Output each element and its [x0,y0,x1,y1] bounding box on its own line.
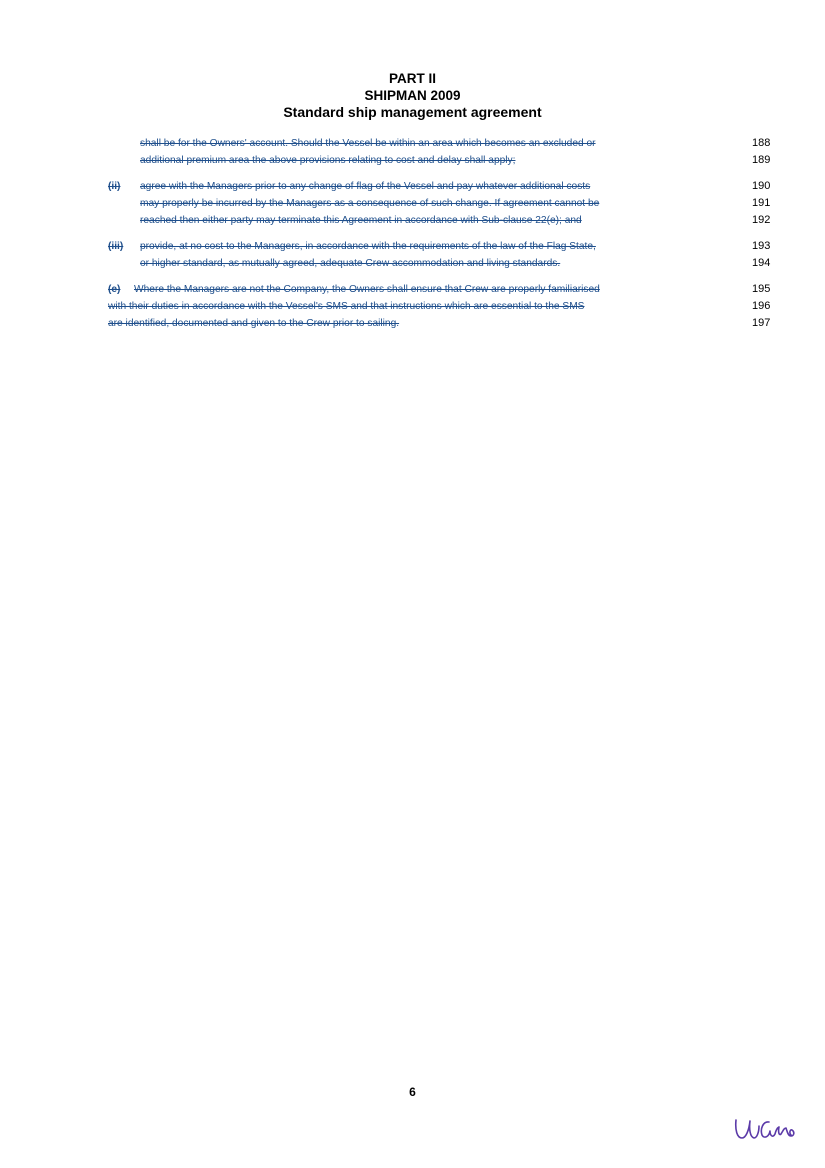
line-number: 188 [752,137,771,149]
sub-clause-label: (iii) [108,241,124,252]
clause-line-194 [140,257,560,270]
clause-line-192 [140,214,582,227]
clause-text: reached then either party may terminate this Agreement in accordance with Sub-clause 22(e); and [140,215,582,226]
page-number: 6 [409,1085,416,1099]
sub-clause-label: (ii) [108,181,121,192]
clause-line-189 [140,154,515,167]
clause-line-197 [108,317,399,330]
clause-text: provide, at no cost to the Managers, in accordance with the requirements of the law of the Flag State, [140,241,596,252]
line-number: 194 [752,257,771,269]
part-heading: PART II [389,71,436,86]
clause-text: with their duties in accordance with the Vessel's SMS and that instructions which are essential to the SMS [108,301,585,312]
form-name-heading: SHIPMAN 2009 [364,88,461,103]
line-number: 197 [752,317,771,329]
document-header [0,70,825,121]
line-number: 196 [752,300,771,312]
line-number: 195 [752,283,771,295]
line-number: 191 [752,197,771,209]
handwritten-initials-signature [732,1112,798,1146]
clause-label: (e) [108,284,121,295]
clause-line-191 [140,197,599,210]
agreement-title: Standard ship management agreement [283,104,542,120]
clause-line-190 [108,180,590,193]
line-number: 193 [752,240,771,252]
clause-line-193 [108,240,596,253]
clause-text: are identified, documented and given to the Crew prior to sailing. [108,318,400,329]
line-number: 190 [752,180,771,192]
clause-text: shall be for the Owners' account. Should the Vessel be within an area which becomes an excluded or [140,138,596,149]
clause-text: Where the Managers are not the Company, the Owners shall ensure that Crew are properly familiarised [134,284,600,295]
line-number: 192 [752,214,771,226]
clause-line-195 [108,283,600,296]
clause-text: agree with the Managers prior to any change of flag of the Vessel and pay whatever additional costs [140,181,591,192]
clause-line-196 [108,300,584,313]
clause-text: may properly be incurred by the Managers as a consequence of such change. If agreement cannot be [140,198,600,209]
line-number: 189 [752,154,771,166]
clause-text: additional premium area the above provisions relating to cost and delay shall apply; [140,155,516,166]
clause-text: or higher standard, as mutually agreed, adequate Crew accommodation and living standards. [140,258,561,269]
clause-line-188 [140,137,596,150]
